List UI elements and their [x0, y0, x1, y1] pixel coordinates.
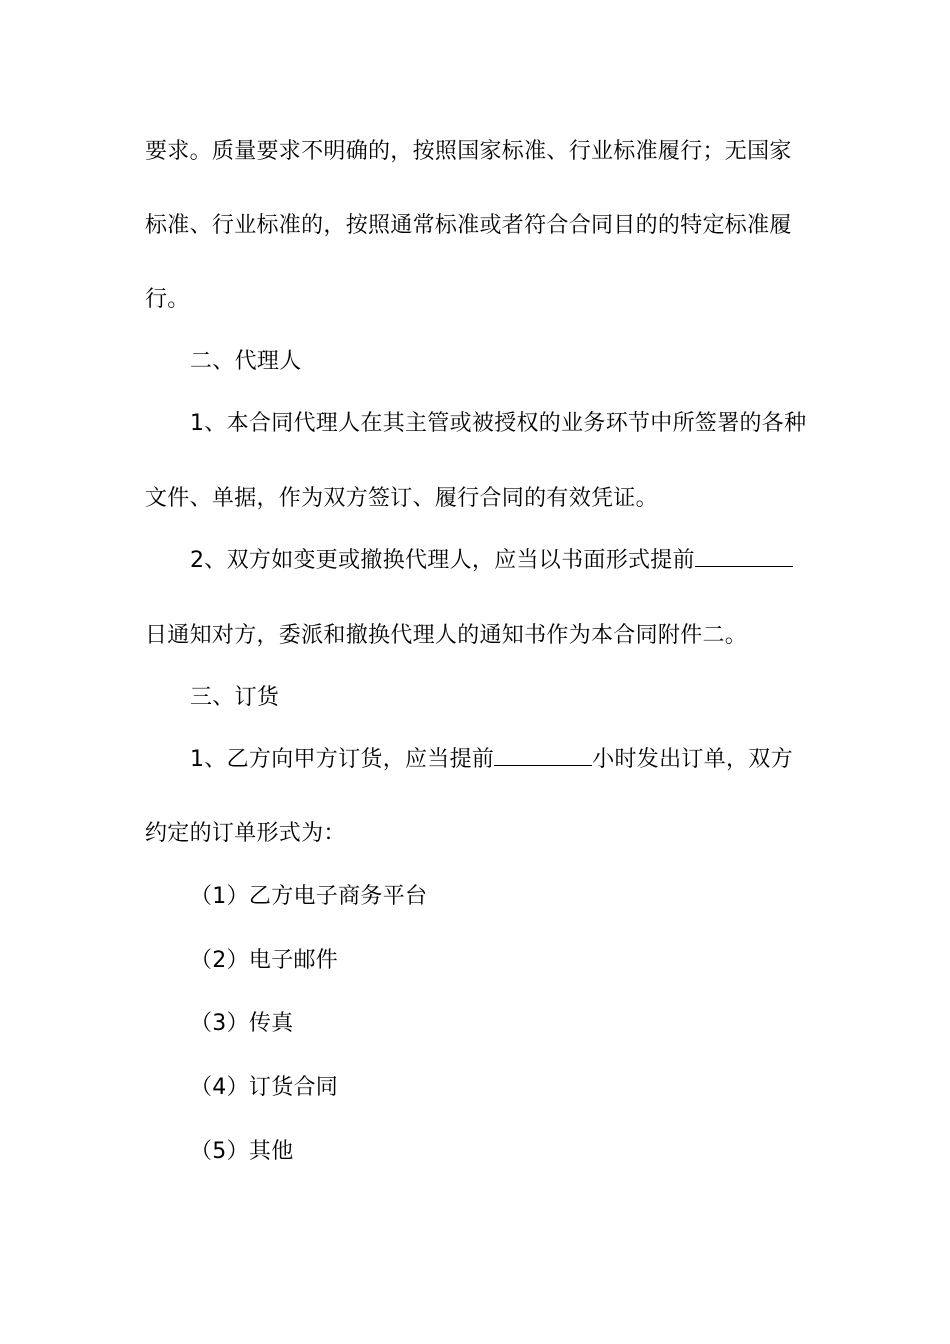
paragraph-line: 行。	[145, 287, 190, 312]
list-item: （1）乙方电子商务平台	[190, 884, 428, 909]
paragraph-line: 约定的订单形式为：	[145, 821, 346, 846]
list-item: （5）其他	[190, 1139, 294, 1164]
paragraph-line	[190, 745, 793, 775]
section-heading: 二、代理人	[190, 349, 302, 374]
list-item: （2）电子邮件	[190, 948, 339, 973]
section-heading: 三、订货	[190, 685, 280, 710]
paragraph-line: 文件、单据，作为双方签订、履行合同的有效凭证。	[145, 486, 658, 511]
paragraph-line: 标准、行业标准的，按照通常标准或者符合合同目的的特定标准履	[145, 213, 792, 238]
paragraph-line	[190, 546, 793, 576]
fill-in-blank	[494, 745, 592, 766]
paragraph-text: 小时发出订单，双方	[592, 747, 793, 772]
paragraph-line: 日通知对方，委派和撤换代理人的通知书作为本合同附件二。	[145, 623, 748, 648]
list-item: （4）订货合同	[190, 1075, 339, 1100]
paragraph-line: 要求。质量要求不明确的，按照国家标准、行业标准履行；无国家	[145, 139, 792, 164]
paragraph-text: 2、双方如变更或撤换代理人，应当以书面形式提前	[190, 548, 695, 573]
paragraph-line: 1、本合同代理人在其主管或被授权的业务环节中所签署的各种	[190, 411, 807, 436]
list-item: （3）传真	[190, 1011, 294, 1036]
paragraph-text: 1、乙方向甲方订货，应当提前	[190, 747, 495, 772]
fill-in-blank	[695, 546, 793, 567]
